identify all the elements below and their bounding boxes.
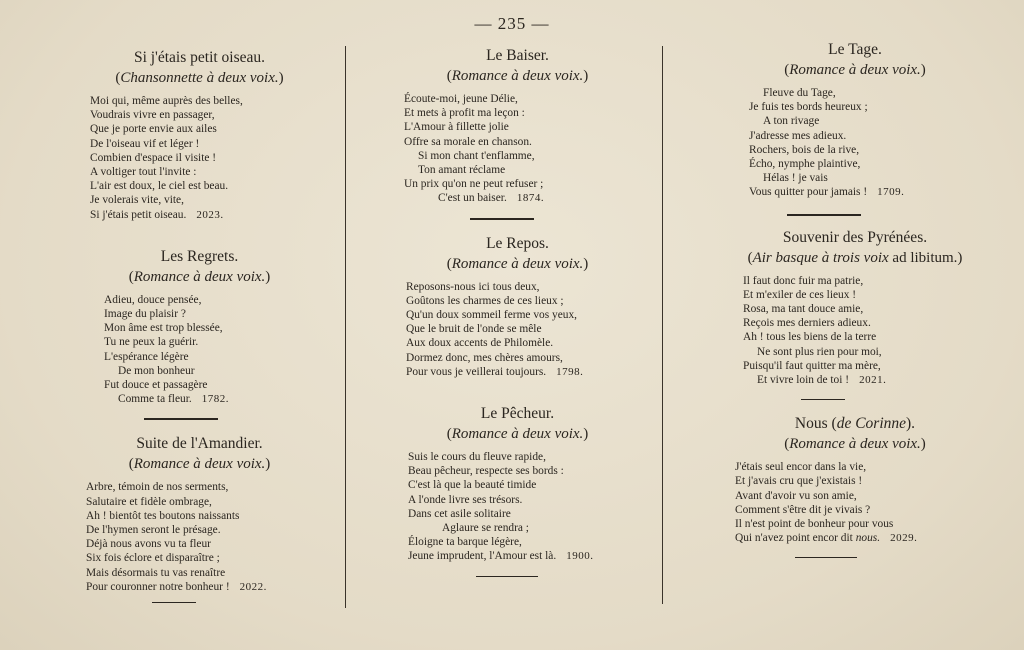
lyric-line: Dormez donc, mes chères amours, (406, 351, 563, 364)
lyric-line: Qu'un doux sommeil ferme vos yeux, (406, 309, 577, 322)
song-number: 2021. (859, 374, 887, 387)
song-lyrics (400, 450, 635, 564)
song-lyrics (400, 92, 635, 206)
lyric-line: L'espérance légère (104, 350, 189, 363)
lyric-line: Arbre, témoin de nos serments, (86, 481, 229, 494)
song-title: Le Pêcheur. (480, 405, 555, 423)
song-lyrics (735, 460, 975, 545)
song-number: 2029. (890, 532, 918, 545)
lyric-line: Pour couronner notre bonheur ! 2022. (86, 580, 267, 593)
song-lyrics (735, 274, 975, 388)
lyric-line: Et m'exiler de ces lieux ! (743, 288, 857, 301)
lyric-line: Fleuve du Tage, (763, 87, 836, 99)
lyric-line: Un prix qu'on ne peut refuser ; (404, 178, 544, 191)
lyric-line: Ah ! tous les biens de la terre (743, 331, 877, 344)
song-number: 1709. (877, 186, 905, 199)
column-middle (400, 40, 635, 577)
lyric-line: Que je porte envie aux ailes (90, 123, 217, 136)
lyric-line: A ton rivage (763, 115, 820, 128)
separator-rule (795, 557, 857, 558)
lyric-line: Voudrais vivre en passager, (90, 109, 215, 122)
lyric-line: De mon bonheur (118, 364, 195, 377)
lyric-line: Écoute-moi, jeune Délie, (404, 93, 518, 105)
lyric-line: Et mets à profit ma leçon : (404, 107, 525, 120)
lyric-line: Salutaire et fidèle ombrage, (86, 495, 212, 508)
lyric-line: Aglaure se rendra ; (442, 522, 529, 535)
lyric-line: Et j'avais cru que j'existais ! (735, 475, 863, 488)
lyric-line: Mais désormais tu vas renaître (86, 566, 226, 579)
lyric-line: Jeune imprudent, l'Amour est là. 1900. (408, 550, 594, 563)
lyric-line: De l'hymen seront le présage. (86, 524, 221, 537)
lyric-line: Qui n'avez point encor dit nous. 2029. (735, 532, 918, 545)
lyric-line: Adieu, douce pensée, (104, 293, 202, 306)
song-title: Le Baiser. (486, 47, 549, 64)
separator-rule (801, 399, 845, 400)
song-subtitle: (Romance à deux voix.) (446, 255, 589, 272)
lyric-line: Puisqu'il faut quitter ma mère, (743, 359, 881, 372)
lyric-line: Combien d'espace il visite ! (90, 151, 217, 164)
lyric-line: Hélas ! je vais (763, 172, 828, 185)
lyric-line: Suis le cours du fleuve rapide, (408, 451, 546, 464)
song-number: 1798. (556, 365, 584, 378)
song-si-jetais-petit-oiseau (82, 48, 317, 222)
lyric-line: Ton amant réclame (418, 164, 506, 177)
song-nous (735, 414, 975, 545)
lyric-line: Vous quitter pour jamais ! 1709. (749, 186, 905, 199)
page-number: — 235 — (474, 14, 550, 33)
lyric-line: A l'onde livre ses trésors. (408, 493, 523, 506)
lyric-line: Six fois éclore et disparaître ; (86, 552, 220, 565)
song-le-baiser (400, 46, 635, 206)
lyric-line: Mon âme est trop blessée, (104, 322, 223, 335)
column-right (735, 40, 975, 558)
song-title: Nous (de Corinne). (794, 415, 916, 433)
lyric-line: Beau pêcheur, respecte ses bords : (408, 465, 564, 478)
song-suite-de-lamandier (82, 434, 317, 594)
lyric-line: Reçois mes derniers adieux. (743, 317, 871, 330)
song-number: 1782. (201, 393, 229, 406)
song-le-tage (735, 40, 975, 200)
song-lyrics (82, 94, 317, 222)
lyric-line: Il faut donc fuir ma patrie, (743, 274, 864, 287)
lyric-line: Avant d'avoir vu son amie, (735, 489, 857, 502)
lyric-line: Écho, nymphe plaintive, (749, 158, 861, 171)
lyric-line: Reposons-nous ici tous deux, (406, 280, 540, 293)
lyric-line: Je fuis tes bords heureux ; (749, 101, 868, 114)
lyric-line: Il n'est point de bonheur pour vous (735, 518, 894, 531)
lyric-line: Image du plaisir ? (104, 308, 186, 321)
song-subtitle: (Romance à deux voix.) (784, 436, 926, 453)
song-number: 1874. (516, 192, 545, 205)
lyric-line: Déjà nous avons vu ta fleur (86, 538, 211, 551)
song-le-repos (400, 234, 635, 379)
lyric-line: Comment s'être dit je vivais ? (735, 503, 871, 516)
song-title: Suite de l'Amandier. (136, 435, 263, 453)
song-lyrics (400, 280, 635, 379)
column-divider-left (345, 46, 346, 608)
column-divider-right (662, 46, 663, 604)
lyric-line: A voltiger tout l'invite : (90, 166, 197, 179)
lyric-line: J'étais seul encor dans la vie, (735, 461, 867, 474)
separator-rule (470, 218, 534, 220)
song-number: 2022. (239, 580, 267, 593)
lyric-line: J'adresse mes adieux. (749, 129, 847, 142)
separator-rule (144, 418, 218, 420)
lyric-line: Si mon chant t'enflamme, (418, 149, 535, 162)
lyric-line: Ah ! bientôt tes boutons naissants (86, 509, 240, 522)
lyric-line: Rosa, ma tant douce amie, (743, 303, 864, 316)
lyric-line: Et vivre loin de toi ! 2021. (757, 374, 887, 387)
lyric-line: Dans cet asile solitaire (408, 507, 511, 520)
lyric-line: Ne sont plus rien pour moi, (757, 345, 882, 358)
lyric-line: Aux doux accents de Philomèle. (406, 337, 554, 350)
song-lyrics (735, 86, 975, 200)
lyric-line: Fut douce et passagère (104, 379, 208, 392)
lyric-line: Offre sa morale en chanson. (404, 135, 532, 148)
song-number: 2023. (196, 208, 224, 221)
song-subtitle: (Air basque à trois voix ad libitum.) (747, 249, 963, 266)
lyric-line: C'est un baiser. 1874. (438, 192, 545, 205)
separator-rule (787, 214, 861, 216)
separator-rule (152, 602, 196, 603)
lyric-line: Rochers, bois de la rive, (749, 143, 860, 156)
lyric-line: L'Amour à fillette jolie (404, 121, 509, 134)
lyric-line: Si j'étais petit oiseau. 2023. (90, 208, 224, 221)
song-title: Les Regrets. (160, 247, 239, 265)
song-le-pecheur (400, 404, 635, 564)
song-les-regrets (82, 247, 317, 407)
song-lyrics (82, 293, 317, 407)
lyric-line: Moi qui, même auprès des belles, (90, 95, 243, 107)
lyric-line: Que le bruit de l'onde se mêle (406, 323, 542, 336)
song-number: 1900. (566, 550, 594, 563)
song-subtitle: (Romance à deux voix.) (128, 456, 271, 473)
lyric-line: L'air est doux, le ciel est beau. (90, 180, 229, 193)
separator-rule (476, 576, 538, 577)
lyric-line: Éloigne ta barque légère, (408, 536, 522, 549)
song-subtitle: (Chansonnette à deux voix.) (115, 70, 284, 86)
song-title: Le Tage. (828, 41, 882, 58)
song-title: Souvenir des Pyrénées. (782, 228, 928, 246)
song-title: Le Repos. (486, 234, 549, 252)
lyric-line: Comme ta fleur. 1782. (118, 393, 229, 406)
lyric-line: Tu ne peux la guérir. (104, 336, 199, 349)
song-subtitle: (Romance à deux voix.) (128, 268, 271, 285)
song-subtitle: (Romance à deux voix.) (446, 426, 589, 443)
song-title: Si j'étais petit oiseau. (133, 49, 266, 66)
song-subtitle: (Romance à deux voix.) (784, 62, 926, 78)
song-subtitle: (Romance à deux voix.) (446, 68, 589, 84)
lyric-line: De l'oiseau vif et léger ! (90, 137, 200, 150)
song-souvenir-des-pyrenees (735, 228, 975, 388)
lyric-line: C'est là que la beauté timide (408, 479, 537, 492)
lyric-line: Pour vous je veillerai toujours. 1798. (406, 365, 584, 378)
song-lyrics (82, 480, 317, 594)
column-left (82, 40, 317, 603)
lyric-line: Goûtons les charmes de ces lieux ; (406, 294, 564, 307)
lyric-line: Je volerais vite, vite, (90, 194, 184, 207)
